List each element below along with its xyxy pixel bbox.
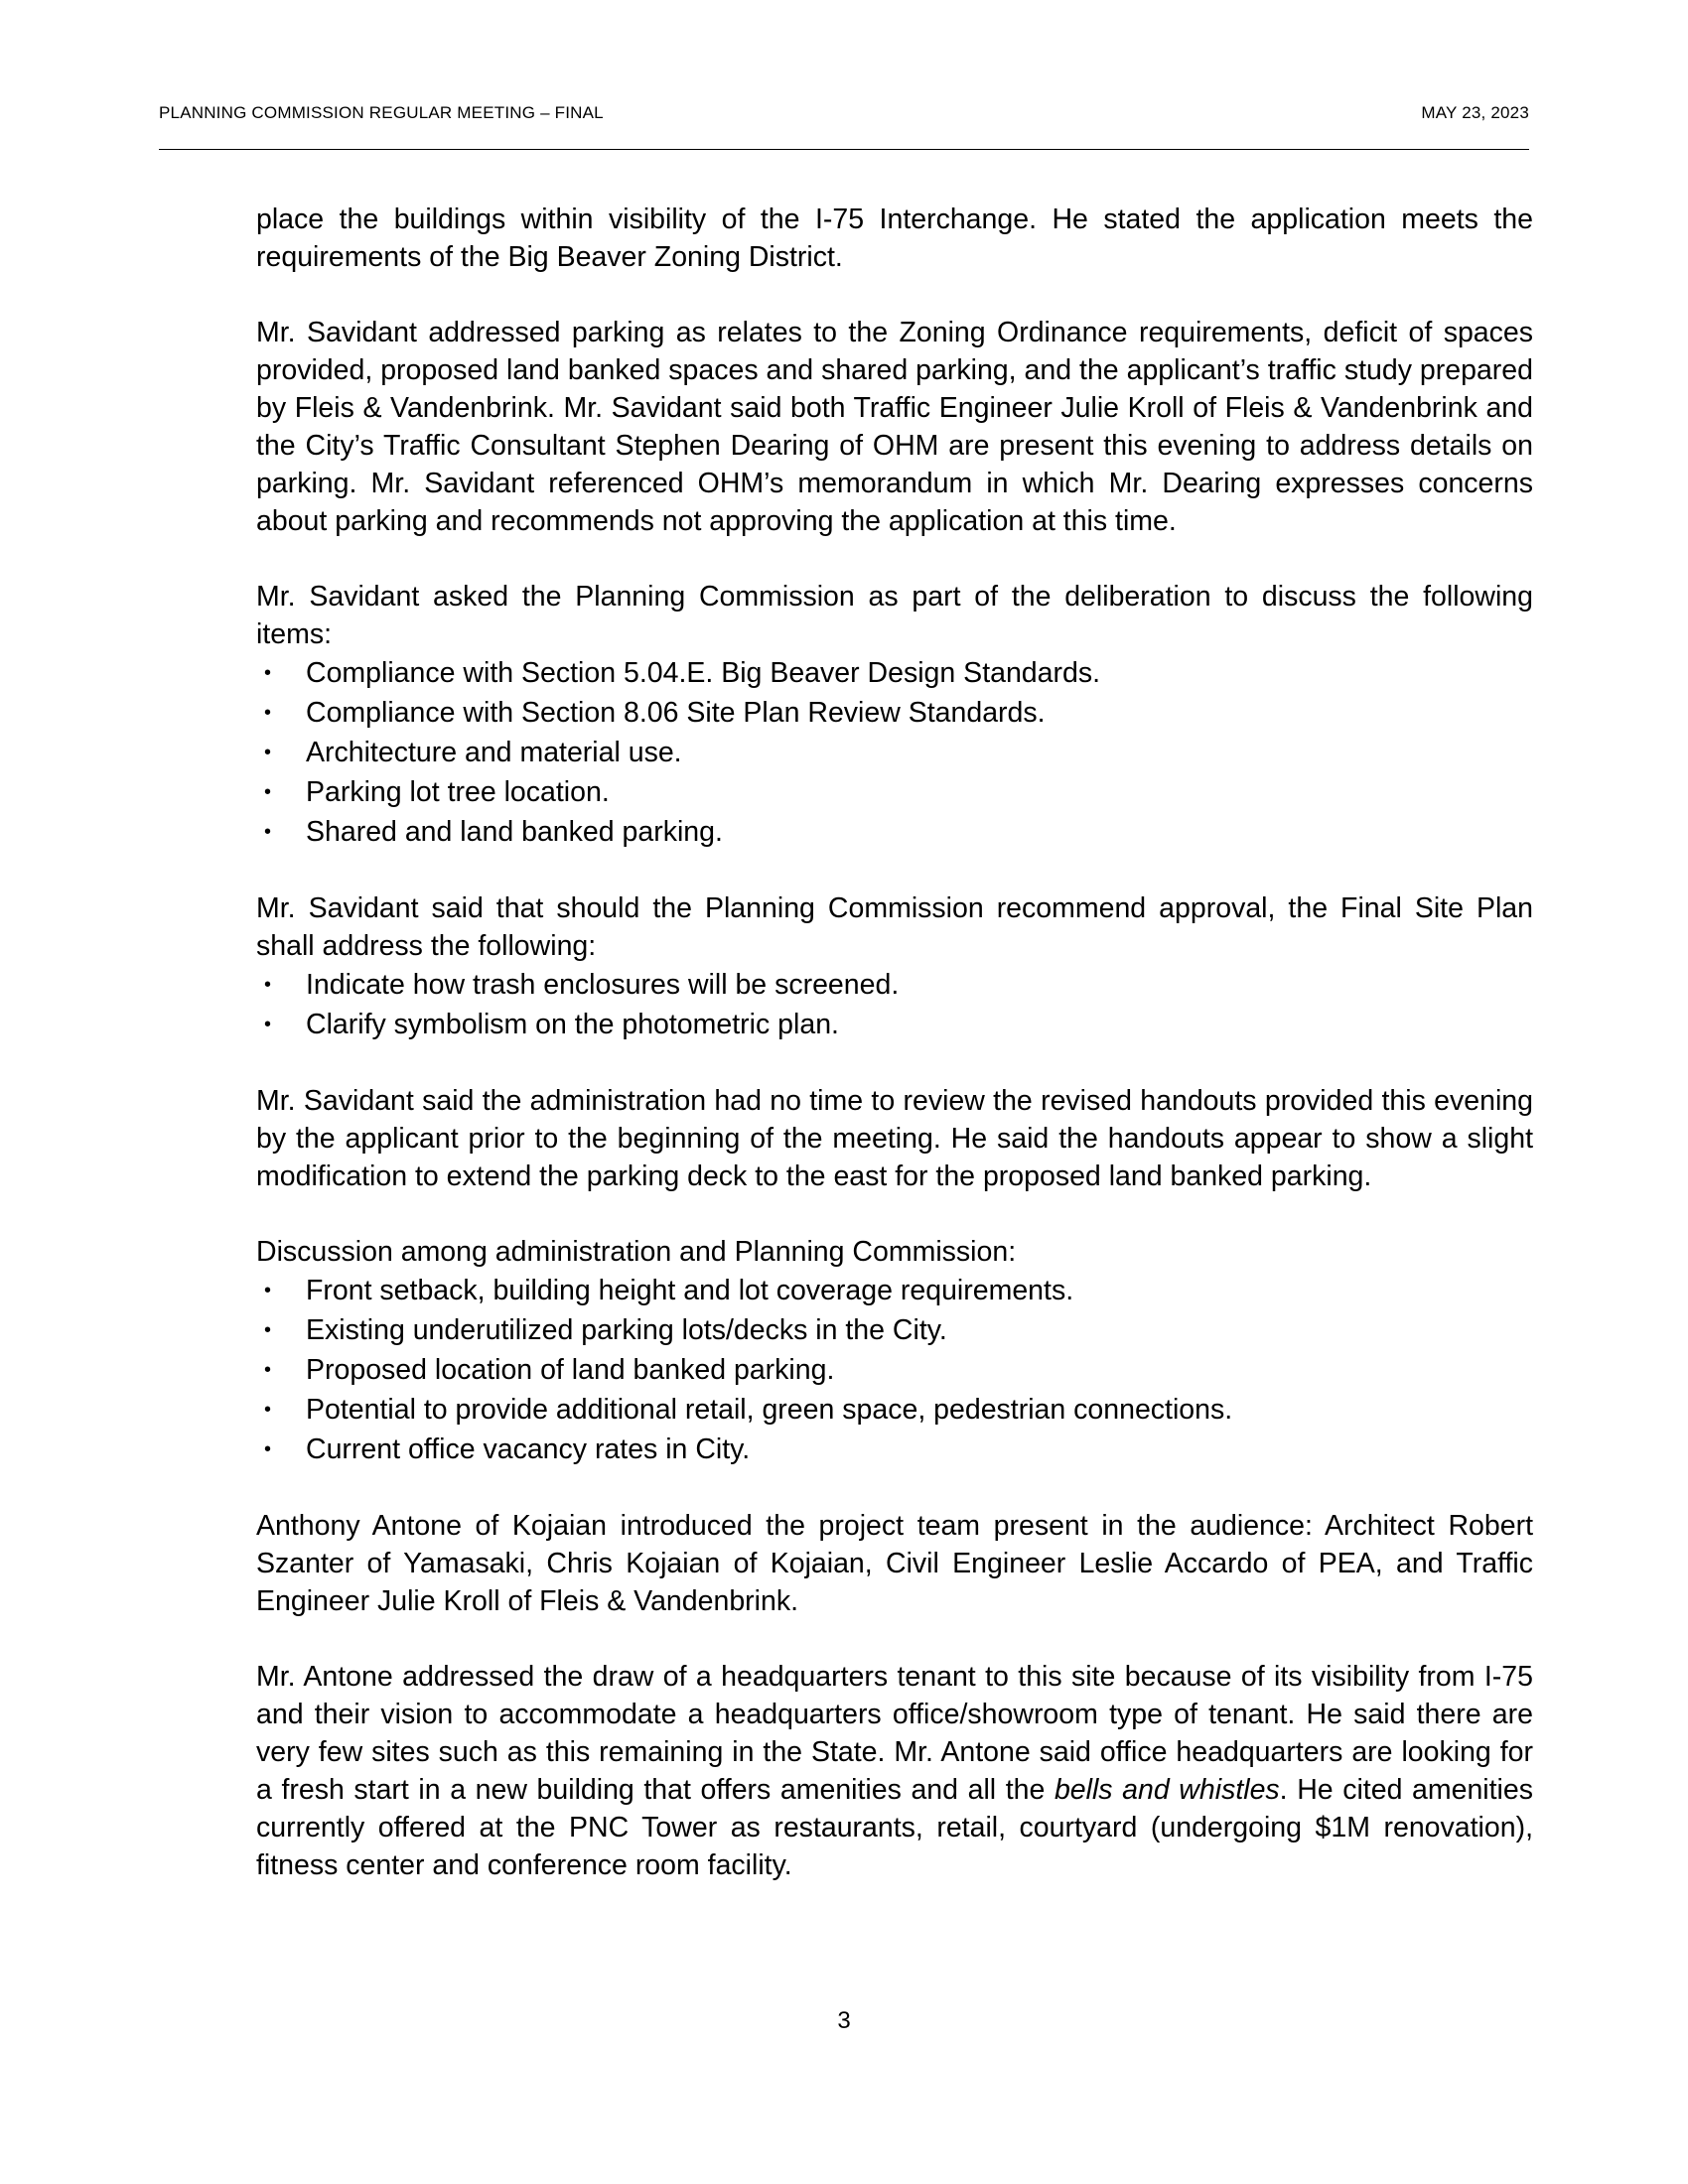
list-item-text: Indicate how trash enclosures will be screened. — [306, 969, 900, 1001]
list-item — [256, 1271, 1533, 1310]
page-number: 3 — [837, 2007, 851, 2034]
list-item — [256, 965, 1533, 1005]
list-item-text: Parking lot tree location. — [306, 776, 610, 808]
header-title: PLANNING COMMISSION REGULAR MEETING – FINAL — [159, 103, 604, 122]
paragraph-text: . He cited amenities currently offered at the PNC Tower as restaurants, retail, courtyard (undergoing $1M renovation), fitness center and conference room facility. — [256, 1774, 1533, 1881]
document-body — [256, 201, 1533, 1884]
paragraph-deliberation-intro: Mr. Savidant asked the Planning Commission as part of the deliberation to discuss the following items: — [256, 581, 1533, 650]
paragraph-parking-overview: Mr. Savidant addressed parking as relates to the Zoning Ordinance requirements, deficit of spaces provided, proposed land banked spaces and shared parking, and the applicant’s traffic study prepared by Fleis & Vandenbrink. Mr. Savidant said both Traffic Engineer Julie Kroll of Fleis & Vandenbrink and the City’s Traffic Consultant Stephen Dearing of OHM are present this evening to address details on parking. Mr. Savidant referenced OHM’s memorandum in which Mr. Dearing expresses concerns about parking and recommends not approving the application at this time. — [256, 317, 1533, 537]
list-item-text: Compliance with Section 5.04.E. Big Beaver Design Standards. — [306, 657, 1101, 689]
paragraph-project-team: Anthony Antone of Kojaian introduced the project team present in the audience: Architect Robert Szanter of Yamasaki, Chris Kojaian of Kojaian, Civil Engineer Leslie Accardo of PEA, and Traffic Engineer Julie Kroll of Fleis & Vandenbrink. — [256, 1510, 1533, 1617]
header-divider — [159, 149, 1529, 150]
list-item-text: Front setback, building height and lot coverage requirements. — [306, 1275, 1074, 1306]
bullet-icon: • — [264, 1399, 272, 1421]
paragraph-discussion-intro: Discussion among administration and Planning Commission: — [256, 1236, 1017, 1268]
list-item-text: Shared and land banked parking. — [306, 816, 723, 848]
list-item — [256, 1350, 1533, 1390]
list-item — [256, 653, 1533, 693]
header-date: MAY 23, 2023 — [1421, 103, 1529, 122]
list-item-text: Architecture and material use. — [306, 737, 682, 768]
list-item-text: Proposed location of land banked parking. — [306, 1354, 835, 1386]
discussion-items-list — [256, 1271, 1533, 1469]
bullet-icon: • — [264, 1359, 272, 1381]
list-item-text: Current office vacancy rates in City. — [306, 1433, 751, 1465]
bullet-icon: • — [264, 821, 272, 843]
bullet-icon: • — [264, 1014, 272, 1035]
italic-phrase: bells and whistles — [1054, 1774, 1280, 1806]
list-item — [256, 693, 1533, 733]
list-item — [256, 812, 1533, 852]
list-item — [256, 772, 1533, 812]
list-item-text: Existing underutilized parking lots/decks in the City. — [306, 1314, 947, 1346]
bullet-icon: • — [264, 702, 272, 724]
final-site-plan-list — [256, 965, 1533, 1044]
paragraph-zoning-district: place the buildings within visibility of the I-75 Interchange. He stated the application meets the requirements of the Big Beaver Zoning District. — [256, 204, 1533, 273]
paragraph-text: Mr. Antone addressed the draw of a headquarters tenant to this site because of its visibility from I-75 and their vision to accommodate a headquarters office/showroom type of tenant. He said there are very few sites such as this remaining in the State. Mr. Antone said office headquarters are looking for a fresh start in a new building that offers amenities and all the — [256, 1661, 1533, 1806]
list-item — [256, 1005, 1533, 1044]
list-item — [256, 733, 1533, 772]
bullet-icon: • — [264, 662, 272, 684]
list-item-text: Compliance with Section 8.06 Site Plan Review Standards. — [306, 697, 1046, 729]
list-item-text: Potential to provide additional retail, green space, pedestrian connections. — [306, 1394, 1233, 1426]
bullet-icon: • — [264, 1438, 272, 1460]
list-item — [256, 1310, 1533, 1350]
list-item-text: Clarify symbolism on the photometric plan. — [306, 1009, 839, 1040]
paragraph-revised-handouts: Mr. Savidant said the administration had no time to review the revised handouts provided this evening by the applicant prior to the beginning of the meeting. He said the handouts appear to show a slight modification to extend the parking deck to the east for the proposed land banked parking. — [256, 1085, 1533, 1192]
list-item — [256, 1430, 1533, 1469]
bullet-icon: • — [264, 781, 272, 803]
paragraph-final-site-plan-intro: Mr. Savidant said that should the Planning Commission recommend approval, the Final Site Plan shall address the following: — [256, 892, 1533, 962]
bullet-icon: • — [264, 974, 272, 996]
paragraph-headquarters-tenant — [256, 1658, 1533, 1884]
deliberation-items-list — [256, 653, 1533, 852]
page-header — [159, 99, 1529, 127]
bullet-icon: • — [264, 1280, 272, 1301]
bullet-icon: • — [264, 742, 272, 763]
list-item — [256, 1390, 1533, 1430]
bullet-icon: • — [264, 1319, 272, 1341]
